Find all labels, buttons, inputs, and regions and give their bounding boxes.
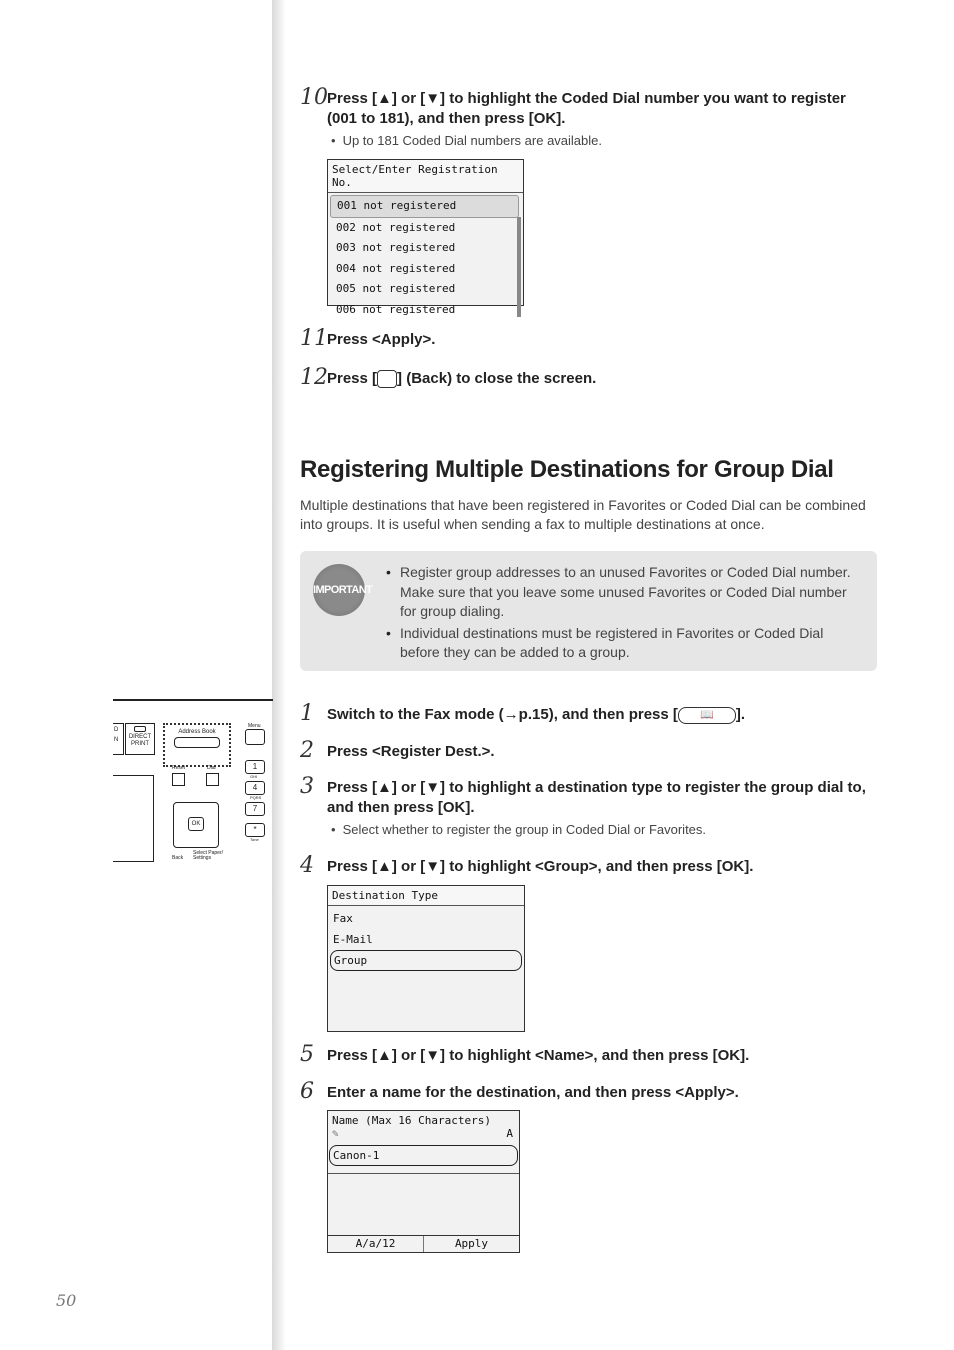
lcd-row: 003 not registered <box>336 241 456 254</box>
lcd-mode-row <box>328 1127 519 1143</box>
menu-key <box>245 729 265 745</box>
step-text: Press [▲] or [▼] to highlight <Name>, and then press [OK]. <box>327 1047 750 1064</box>
back-label: Back <box>172 855 184 861</box>
dial-label: Dial <box>207 765 216 771</box>
ok-key: OK <box>188 817 204 831</box>
step-text-after: ]. <box>735 706 746 723</box>
step-number: 11 <box>300 326 328 351</box>
navigation-pad <box>173 802 219 848</box>
step-number: 2 <box>300 738 314 763</box>
menu-label: Menu <box>248 723 261 729</box>
star-key: * <box>245 823 265 837</box>
step-number: 3 <box>300 774 314 799</box>
step-text-before: Switch to the Fax mode (→p.15), and then press [ <box>327 706 678 723</box>
lcd-header: Destination Type <box>328 886 524 906</box>
step-text: Press [▲] or [▼] to highlight a destination type to register the group dial to, and then press [OK]. <box>327 779 866 816</box>
direct-print-indicator <box>134 726 146 732</box>
lcd-row: 006 not registered <box>336 302 456 316</box>
step-12 <box>300 365 880 390</box>
lcd-header: Name (Max 16 Characters) <box>332 1114 491 1127</box>
select-paper-label: Select Paper/ Settings <box>193 850 224 861</box>
lcd-header: Select/Enter Registration No. <box>328 160 523 193</box>
lcd-row: E-Mail <box>333 932 373 946</box>
step-text <box>327 705 880 725</box>
key-4: 4 <box>245 781 265 795</box>
panel-label-d: D <box>114 727 119 733</box>
reset-label: Reset <box>172 765 186 771</box>
page-shadow <box>272 0 286 1350</box>
lcd-row: 004 not registered <box>336 261 456 275</box>
step-text: Press [▲] or [▼] to highlight the Coded Dial number you want to register (001 to 181), and then press [OK]. <box>327 90 846 127</box>
step-number: 12 <box>300 365 328 390</box>
step-bullet: • Up to 181 Coded Dial numbers are available. <box>327 133 880 148</box>
keyboard-icon: ✎ <box>332 1127 339 1140</box>
direct-print-button <box>125 723 155 755</box>
step-number: 1 <box>300 701 314 726</box>
step-bullet: • Select whether to register the group in Coded Dial or Favorites. <box>327 822 880 837</box>
important-list <box>386 563 856 665</box>
important-item: • Register group addresses to an unused Favorites or Coded Dial number. Make sure that you leave some unused Favorites or Coded Dial number for group dialing. <box>386 563 856 622</box>
direct-print-label: DIRECT PRINT <box>128 734 152 747</box>
address-book-key <box>174 737 220 748</box>
step-number: 6 <box>300 1079 314 1104</box>
step-2 <box>300 738 880 763</box>
key-7: 7 <box>245 802 265 816</box>
step-text: Press <Register Dest.>. <box>327 743 495 760</box>
section-heading: Registering Multiple Destinations for Group Dial <box>300 456 834 483</box>
step-6 <box>300 1079 880 1104</box>
lcd-row: 002 not registered <box>336 220 456 234</box>
important-item: • Individual destinations must be registered in Favorites or Coded Dial before they can be added to a group. <box>386 624 856 663</box>
tone-label: Tone <box>250 837 259 842</box>
important-badge: IMPORTANT <box>313 564 365 616</box>
lcd-row-selected: Group <box>330 950 522 971</box>
step-text-before: Press [ <box>327 370 378 387</box>
input-mode: A <box>506 1127 513 1140</box>
step-number: 10 <box>300 85 328 110</box>
step-number: 5 <box>300 1042 314 1067</box>
key-1: 1 <box>245 760 265 774</box>
lcd-name-screen <box>327 1110 520 1253</box>
step-4 <box>300 853 880 878</box>
panel-label-n: N <box>114 737 119 743</box>
step-text <box>327 369 880 389</box>
left-margin <box>0 0 272 1350</box>
lcd-footer <box>328 1235 519 1252</box>
step-text: Enter a name for the destination, and then press <Apply>. <box>327 1084 739 1101</box>
panel-top-line <box>113 699 273 701</box>
step-text: Press [▲] or [▼] to highlight <Group>, and then press [OK]. <box>327 858 754 875</box>
lcd-row-selected: 001 not registered <box>330 195 519 218</box>
lcd-destination-type-screen <box>327 885 525 1032</box>
lcd-registration-screen <box>327 159 524 316</box>
panel-lower-block <box>113 775 154 862</box>
page-number: 50 <box>56 1291 77 1310</box>
key-7-letters: PQRS <box>250 795 262 800</box>
dial-key <box>206 773 219 786</box>
control-panel-illustration <box>113 699 273 869</box>
address-book-label: Address Book <box>178 729 216 735</box>
step-text: Press <Apply>. <box>327 331 436 348</box>
step-text-after: ] (Back) to close the screen. <box>397 370 597 387</box>
step-1 <box>300 701 880 726</box>
reset-key <box>172 773 185 786</box>
step-3 <box>300 774 880 837</box>
lcd-row: 005 not registered <box>336 282 456 295</box>
lcd-footer-left: A/a/12 <box>328 1236 424 1252</box>
step-11 <box>300 326 880 351</box>
lcd-divider <box>328 1173 519 1174</box>
step-10 <box>300 85 880 148</box>
address-book-area <box>163 723 231 767</box>
lcd-scrollbar <box>517 217 521 317</box>
step-number: 4 <box>300 853 314 878</box>
address-book-key-icon: 📖 <box>678 707 736 724</box>
important-box <box>300 551 877 671</box>
key-4-letters: GHI <box>250 774 258 779</box>
lcd-footer-right: Apply <box>454 1237 489 1250</box>
step-5 <box>300 1042 880 1067</box>
lcd-row: Fax <box>333 912 353 925</box>
back-key-icon <box>377 370 397 388</box>
section-intro: Multiple destinations that have been registered in Favorites or Coded Dial can be combined into groups. It is useful when sending a fax to multiple destinations at once. <box>300 497 866 532</box>
name-input-field: Canon-1 <box>329 1145 518 1166</box>
